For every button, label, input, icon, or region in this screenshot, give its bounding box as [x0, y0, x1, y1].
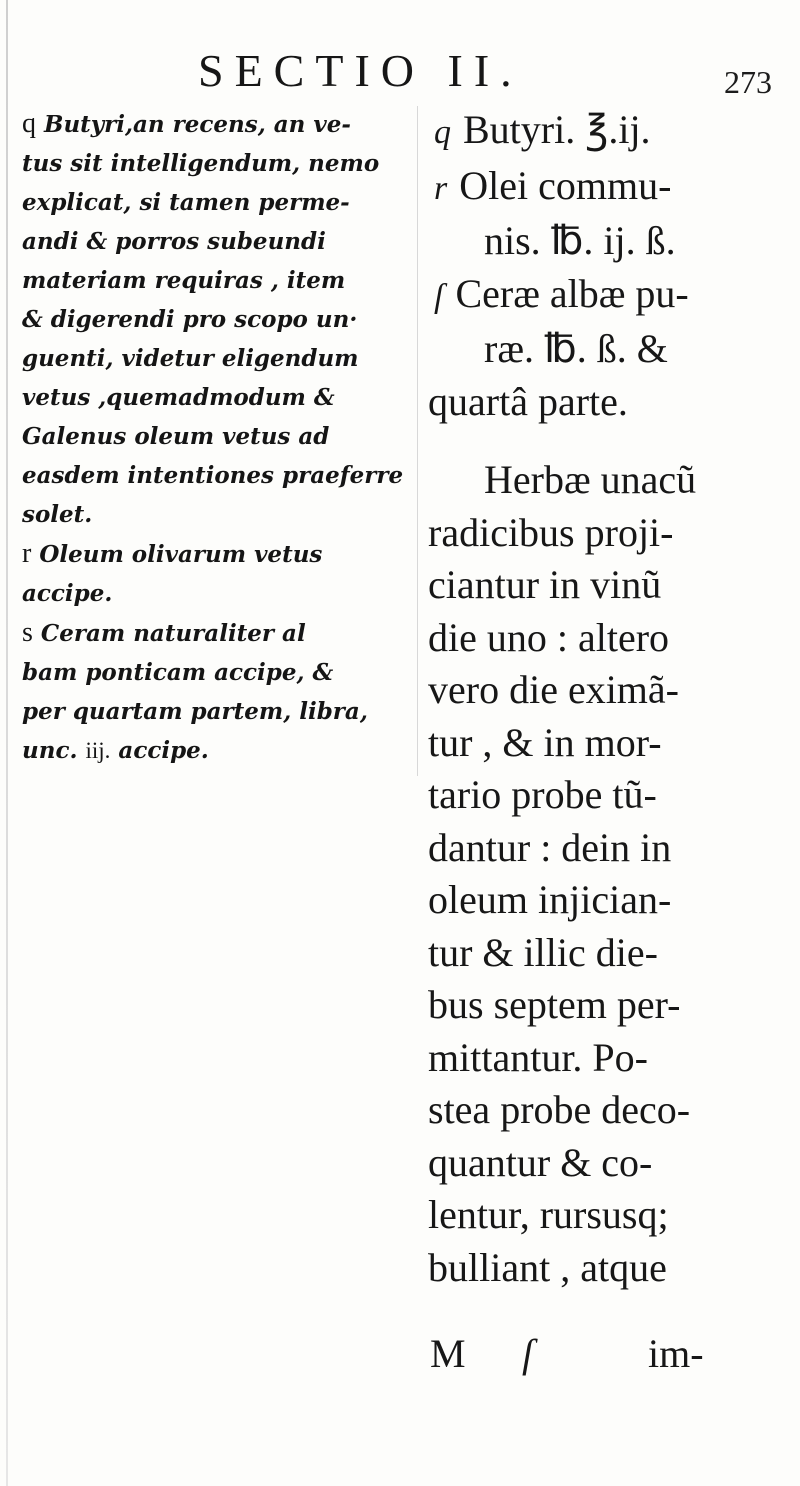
text-line: die uno : altero	[428, 614, 670, 660]
recipe-line: ræ. ℔. ß. &	[484, 326, 668, 371]
note-line: tus sit intelligendum, nemo	[22, 150, 380, 177]
note-line: Butyri,an recens, an ve-	[44, 111, 351, 138]
body-paragraph	[428, 454, 788, 1294]
note-line: materiam requiras , item	[22, 267, 346, 294]
page-number: 273	[724, 64, 772, 100]
text-line: bus septem per-	[428, 982, 681, 1027]
text-line: lentur, rursusq;	[428, 1192, 669, 1237]
text-line: vero die eximã-	[428, 667, 679, 712]
page-header	[170, 44, 790, 104]
catchword: im-	[648, 1331, 704, 1376]
running-head: SECTIO II.	[198, 45, 523, 96]
recipe-mark: ſ	[434, 277, 444, 315]
note-mark: r	[22, 538, 32, 569]
recipe-mark: r	[434, 169, 448, 207]
note-quantity: iij.	[85, 738, 111, 763]
text-line: tario probe tũ-	[428, 772, 657, 817]
recipe-line: Olei commu-	[459, 162, 672, 208]
text-line: oleum injician-	[428, 877, 672, 922]
note-line: guenti, videtur eligendum	[22, 345, 359, 372]
recipe-line: quartâ parte.	[428, 378, 628, 424]
main-text	[428, 104, 788, 1294]
text-line: bulliant , atque	[428, 1244, 667, 1290]
recipe-line: Butyri. ℥.ij.	[463, 107, 651, 152]
text-line: radicibus proji-	[428, 509, 674, 555]
note-line: accipe.	[22, 580, 113, 607]
note-line: vetus ,quemadmodum &	[22, 384, 335, 411]
page-edge	[6, 0, 8, 1486]
note-s	[22, 613, 418, 770]
text-line: tur & illic die-	[428, 929, 658, 975]
note-line: Oleum olivarum vetus	[39, 541, 323, 568]
text-line: dantur : dein in	[428, 824, 672, 870]
text-line: quantur & co-	[428, 1139, 653, 1185]
note-line: unc.	[22, 737, 78, 764]
recipe-line: Ceræ albæ pu-	[455, 270, 689, 316]
note-line: explicat, si tamen perme-	[22, 189, 350, 216]
note-mark: s	[22, 617, 33, 648]
recipe-item-q	[428, 104, 788, 160]
note-line: & digerendi pro scopo un·	[22, 306, 358, 333]
recipe-item-r	[428, 160, 788, 268]
text-line: ciantur in vinũ	[428, 562, 662, 607]
page-footer	[430, 1330, 790, 1388]
text-line: Herbæ unacũ	[484, 457, 697, 502]
signature-mark: M	[430, 1331, 466, 1376]
note-line: bam ponticam accipe, &	[22, 659, 334, 686]
recipe-item-s	[428, 268, 788, 429]
marginal-notes	[22, 104, 418, 770]
note-q	[22, 104, 418, 534]
note-line: per quartam partem, libra,	[22, 698, 368, 725]
note-mark: q	[22, 108, 36, 139]
note-line: Ceram naturaliter al	[40, 620, 306, 647]
note-line: andi & porros subeundi	[22, 228, 326, 255]
signature-number: ſ	[522, 1331, 534, 1376]
note-line: solet.	[22, 501, 93, 528]
text-line: tur , & in mor-	[428, 719, 662, 765]
note-line: Galenus oleum vetus ad	[22, 423, 330, 450]
recipe-mark: q	[434, 114, 451, 151]
text-line: mittantur. Po-	[428, 1034, 648, 1080]
note-line: easdem intentiones praeferre	[22, 462, 404, 489]
text-line: stea probe deco-	[428, 1087, 691, 1132]
recipe-line: nis. ℔. ij. ß.	[484, 218, 676, 263]
note-r	[22, 534, 418, 613]
note-line: accipe.	[118, 737, 209, 764]
